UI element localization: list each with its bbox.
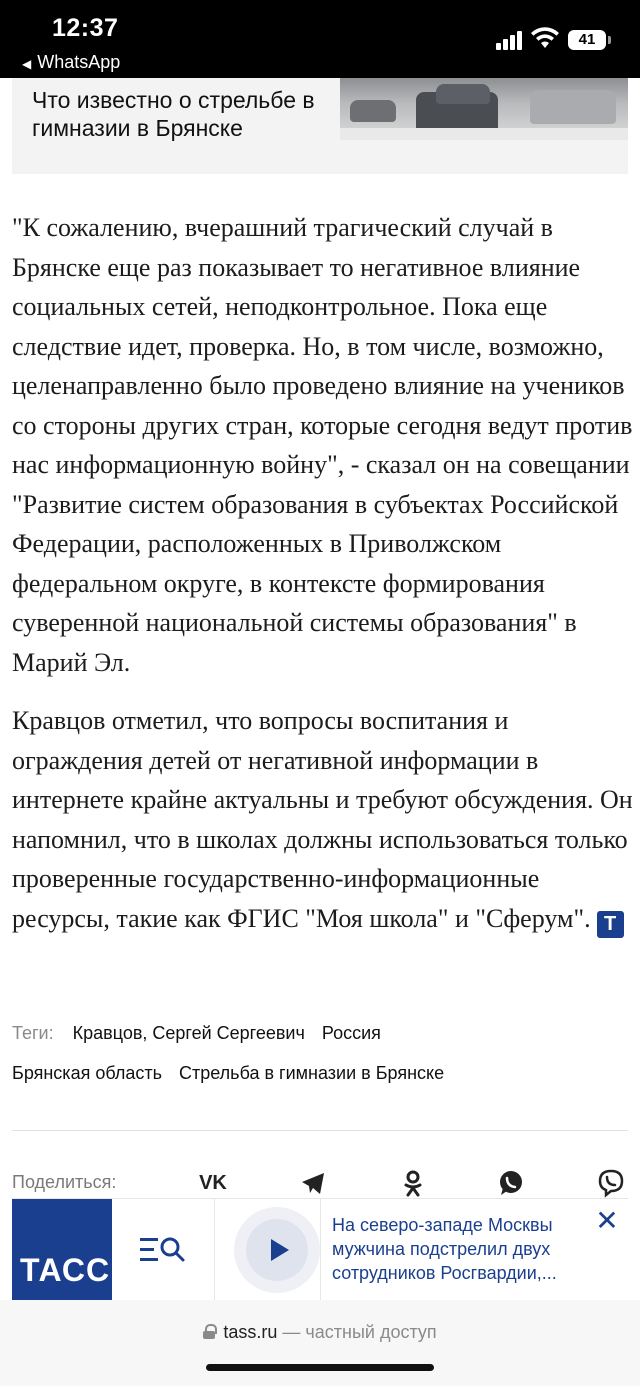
menu-search-icon[interactable] (130, 1225, 192, 1275)
tag-link[interactable]: Кравцов, Сергей Сергеевич (72, 1023, 305, 1043)
share-row (12, 1168, 628, 1198)
lock-icon (203, 1324, 215, 1339)
back-app-label: WhatsApp (37, 52, 121, 72)
logo-text: ТАСС (20, 1252, 111, 1288)
vk-icon[interactable]: VK (199, 1172, 227, 1194)
tass-logo[interactable] (12, 1199, 112, 1301)
news-player (12, 1198, 628, 1300)
odnoklassniki-icon[interactable] (398, 1168, 428, 1198)
play-icon[interactable] (246, 1219, 308, 1281)
play-button-wrap (234, 1207, 320, 1293)
battery-icon: 41 (568, 30, 606, 50)
cellular-signal-icon (496, 30, 524, 50)
player-separator (320, 1199, 321, 1301)
viber-icon[interactable] (596, 1168, 626, 1198)
telegram-icon[interactable] (298, 1168, 328, 1198)
back-to-app-link[interactable] (22, 52, 120, 73)
related-article-image[interactable] (340, 78, 628, 140)
browser-address-bar (0, 1300, 640, 1386)
related-article-card[interactable] (12, 78, 628, 174)
tags-line-1 (12, 1018, 628, 1058)
back-triangle-icon: ◀ (22, 57, 32, 71)
tags-section (12, 1018, 628, 1098)
status-bar (0, 0, 640, 78)
whatsapp-icon[interactable] (496, 1168, 526, 1198)
close-icon[interactable]: ✕ (595, 1205, 619, 1236)
address-domain: tass.ru (223, 1322, 278, 1342)
section-divider (12, 1130, 628, 1131)
player-separator (214, 1199, 215, 1301)
article-paragraph-2-text: Кравцов отметил, что вопросы воспитания и ограждения детей от негативной информации в интернете крайне актуальны и требуют обсуждения. Он напомнил, что в школах должны использоваться только проверенные государственно-информационные ресурсы, такие как ФГИС "Моя школа" и "Сферум". (12, 706, 633, 933)
related-article-title[interactable]: Что известно о стрельбе в гимназии в Брянске (32, 87, 315, 141)
tag-link[interactable]: Стрельба в гимназии в Брянске (179, 1063, 445, 1083)
status-time: 12:37 (52, 14, 119, 42)
share-label: Поделиться: (12, 1172, 117, 1192)
tag-link[interactable]: Россия (321, 1023, 381, 1043)
wifi-icon (530, 26, 560, 50)
address-suffix: — частный доступ (282, 1322, 437, 1342)
address-field[interactable] (0, 1322, 640, 1343)
home-indicator[interactable] (206, 1364, 434, 1371)
player-headline[interactable]: На северо-западе Москвы мужчина подстрелил двух сотрудников Росгвардии,... (332, 1215, 557, 1283)
article-body (12, 208, 634, 957)
tass-end-mark-icon: Т (597, 911, 624, 938)
tags-line-2 (12, 1058, 628, 1098)
tag-link[interactable]: Брянская область (12, 1063, 162, 1083)
article-paragraph-2 (12, 701, 634, 938)
article-paragraph-1: "К сожалению, вчерашний трагический случай в Брянске еще раз показывает то негативное влияние социальных сетей, неподконтрольное. Пока еще следствие идет, проверка. Но, в том числе, возможно, целенаправленно было проведено влияние на учеников со стороны других стран, которые сегодня ведут против нас информационную войну", - сказал он на совещании "Развитие систем образования в субъектах Российской Федерации, расположенных в Приволжском федеральном округе, в контексте формирования суверенной национальной системы образования" в Марий Эл. (12, 213, 633, 677)
tags-label: Теги: (12, 1023, 54, 1043)
